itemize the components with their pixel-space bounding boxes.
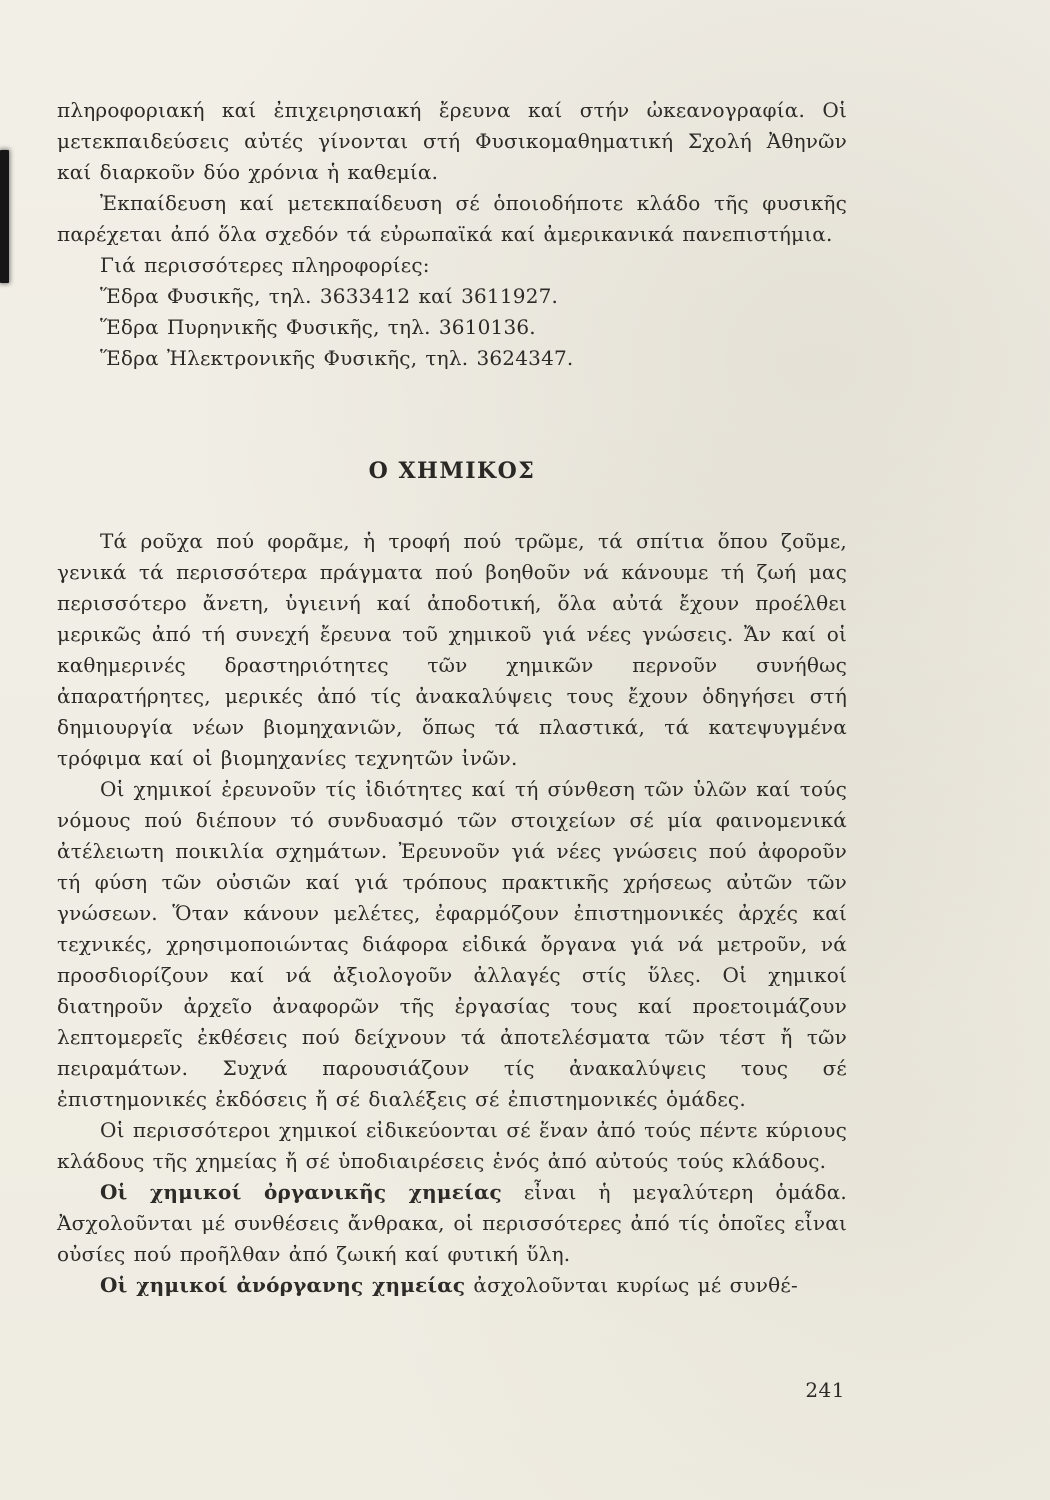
- info-label: Γιά περισσότερες πληροφορίες:: [100, 253, 430, 277]
- page-text-block: [57, 95, 847, 1301]
- paragraph-continuation: πληροφοριακή καί ἐπιχειρησιακή ἔρευνα καί στήν ὠκεανογραφία. Οἱ μετεκπαιδεύσεις αὐτές γίνονται στή Φυσικομαθηματική Σχολή Ἀθηνῶν καί διαρκοῦν δύο χρόνια ἡ καθεμία.: [57, 98, 847, 184]
- paragraph-text: εἶναι ἡ μεγαλύτερη ὁμάδα. Ἀσχολοῦνται μέ συνθέσεις ἄνθρακα, οἱ περισσότερες ἀπό τίς ὁποῖες εἶναι οὐσίες πού προῆλθαν ἀπό ζωική καί φυτική ὕλη.: [57, 1180, 847, 1266]
- bold-lead-organic-chemists: Οἱ χημικοί ὀργανικῆς χημείας: [100, 1180, 502, 1204]
- scan-artifact-binding-mark: [0, 150, 9, 283]
- body-paragraph-2: Οἱ χημικοί ἐρευνοῦν τίς ἰδιότητες καί τή σύνθεση τῶν ὑλῶν καί τούς νόμους πού διέπουν τό συνδυασμό τῶν στοιχείων σέ μία φαινομενικά ἀτέλειωτη ποικιλία σχημάτων. Ἐρευνοῦν γιά νέες γνώσεις πού ἀφοροῦν τή φύση τῶν οὐσιῶν καί γιά τρόπους πρακτικῆς χρήσεως αὐτῶν τῶν γνώσεων. Ὅταν κάνουν μελέτες, ἐφαρμόζουν ἐπιστημονικές ἀρχές καί τεχνικές, χρησιμοποιώντας διάφορα εἰδικά ὄργανα γιά νά μετροῦν, νά προσδιορίζουν καί νά ἀξιολογοῦν ἀλλαγές στίς ὕλες. Οἱ χημικοί διατηροῦν ἀρχεῖο ἀναφορῶν τῆς ἐργασίας τους καί προετοιμάζουν λεπτομερεῖς ἐκθέσεις πού δείχνουν τά ἀποτελέσματα τῶν τέστ ἤ τῶν πειραμάτων. Συχνά παρουσιάζουν τίς ἀνακαλύψεις τους σέ ἐπιστημονικές ἐκδόσεις ἤ σέ διαλέξεις σέ ἐπιστημονικές ὁμάδες.: [57, 777, 847, 1111]
- body-paragraph-organic-chemists: [57, 1177, 847, 1270]
- paragraph-text: ἀσχολοῦνται κυρίως μέ συνθέ-: [465, 1273, 798, 1297]
- body-paragraph-inorganic-chemists: [57, 1270, 847, 1301]
- page-number: 241: [805, 1378, 845, 1402]
- section-heading: Ο ΧΗΜΙΚΟΣ: [368, 458, 536, 484]
- info-line-electronic-physics: Ἕδρα Ἠλεκτρονικῆς Φυσικῆς, τηλ. 3624347.: [100, 346, 574, 370]
- info-line-physics: Ἕδρα Φυσικῆς, τηλ. 3633412 καί 3611927.: [100, 284, 559, 308]
- bold-lead-inorganic-chemists: Οἱ χημικοί ἀνόργανης χημείας: [100, 1273, 466, 1297]
- body-paragraph-3: Οἱ περισσότεροι χημικοί εἰδικεύονται σέ ἕναν ἀπό τούς πέντε κύριους κλάδους τῆς χημείας ἤ σέ ὑποδιαιρέσεις ἑνός ἀπό αὐτούς τούς κλάδους.: [57, 1118, 847, 1173]
- body-paragraph-1: Τά ροῦχα πού φορᾶμε, ἡ τροφή πού τρῶμε, τά σπίτια ὅπου ζοῦμε, γενικά τά περισσότερα πράγματα πού βοηθοῦν νά κάνουμε τή ζωή μας περισσότερο ἄνετη, ὑγιεινή καί ἀποδοτική, ὅλα αὐτά ἔχουν προέλθει μερικῶς ἀπό τή συνεχή ἔρευνα τοῦ χημικοῦ γιά νέες γνώσεις. Ἄν καί οἱ καθημερινές δραστηριότητες τῶν χημικῶν περνοῦν συνήθως ἀπαρατήρητες, μερικές ἀπό τίς ἀνακαλύψεις τους ἔχουν ὁδηγήσει στή δημιουργία νέων βιομηχανιῶν, ὅπως τά πλαστικά, τά κατεψυγμένα τρόφιμα καί οἱ βιομηχανίες τεχνητῶν ἰνῶν.: [57, 529, 847, 770]
- info-line-nuclear-physics: Ἕδρα Πυρηνικῆς Φυσικῆς, τηλ. 3610136.: [100, 315, 536, 339]
- paragraph-education: Ἐκπαίδευση καί μετεκπαίδευση σέ ὁποιοδήποτε κλάδο τῆς φυσικῆς παρέχεται ἀπό ὅλα σχεδόν τά εὐρωπαϊκά καί ἀμερικανικά πανεπιστήμια.: [57, 191, 847, 246]
